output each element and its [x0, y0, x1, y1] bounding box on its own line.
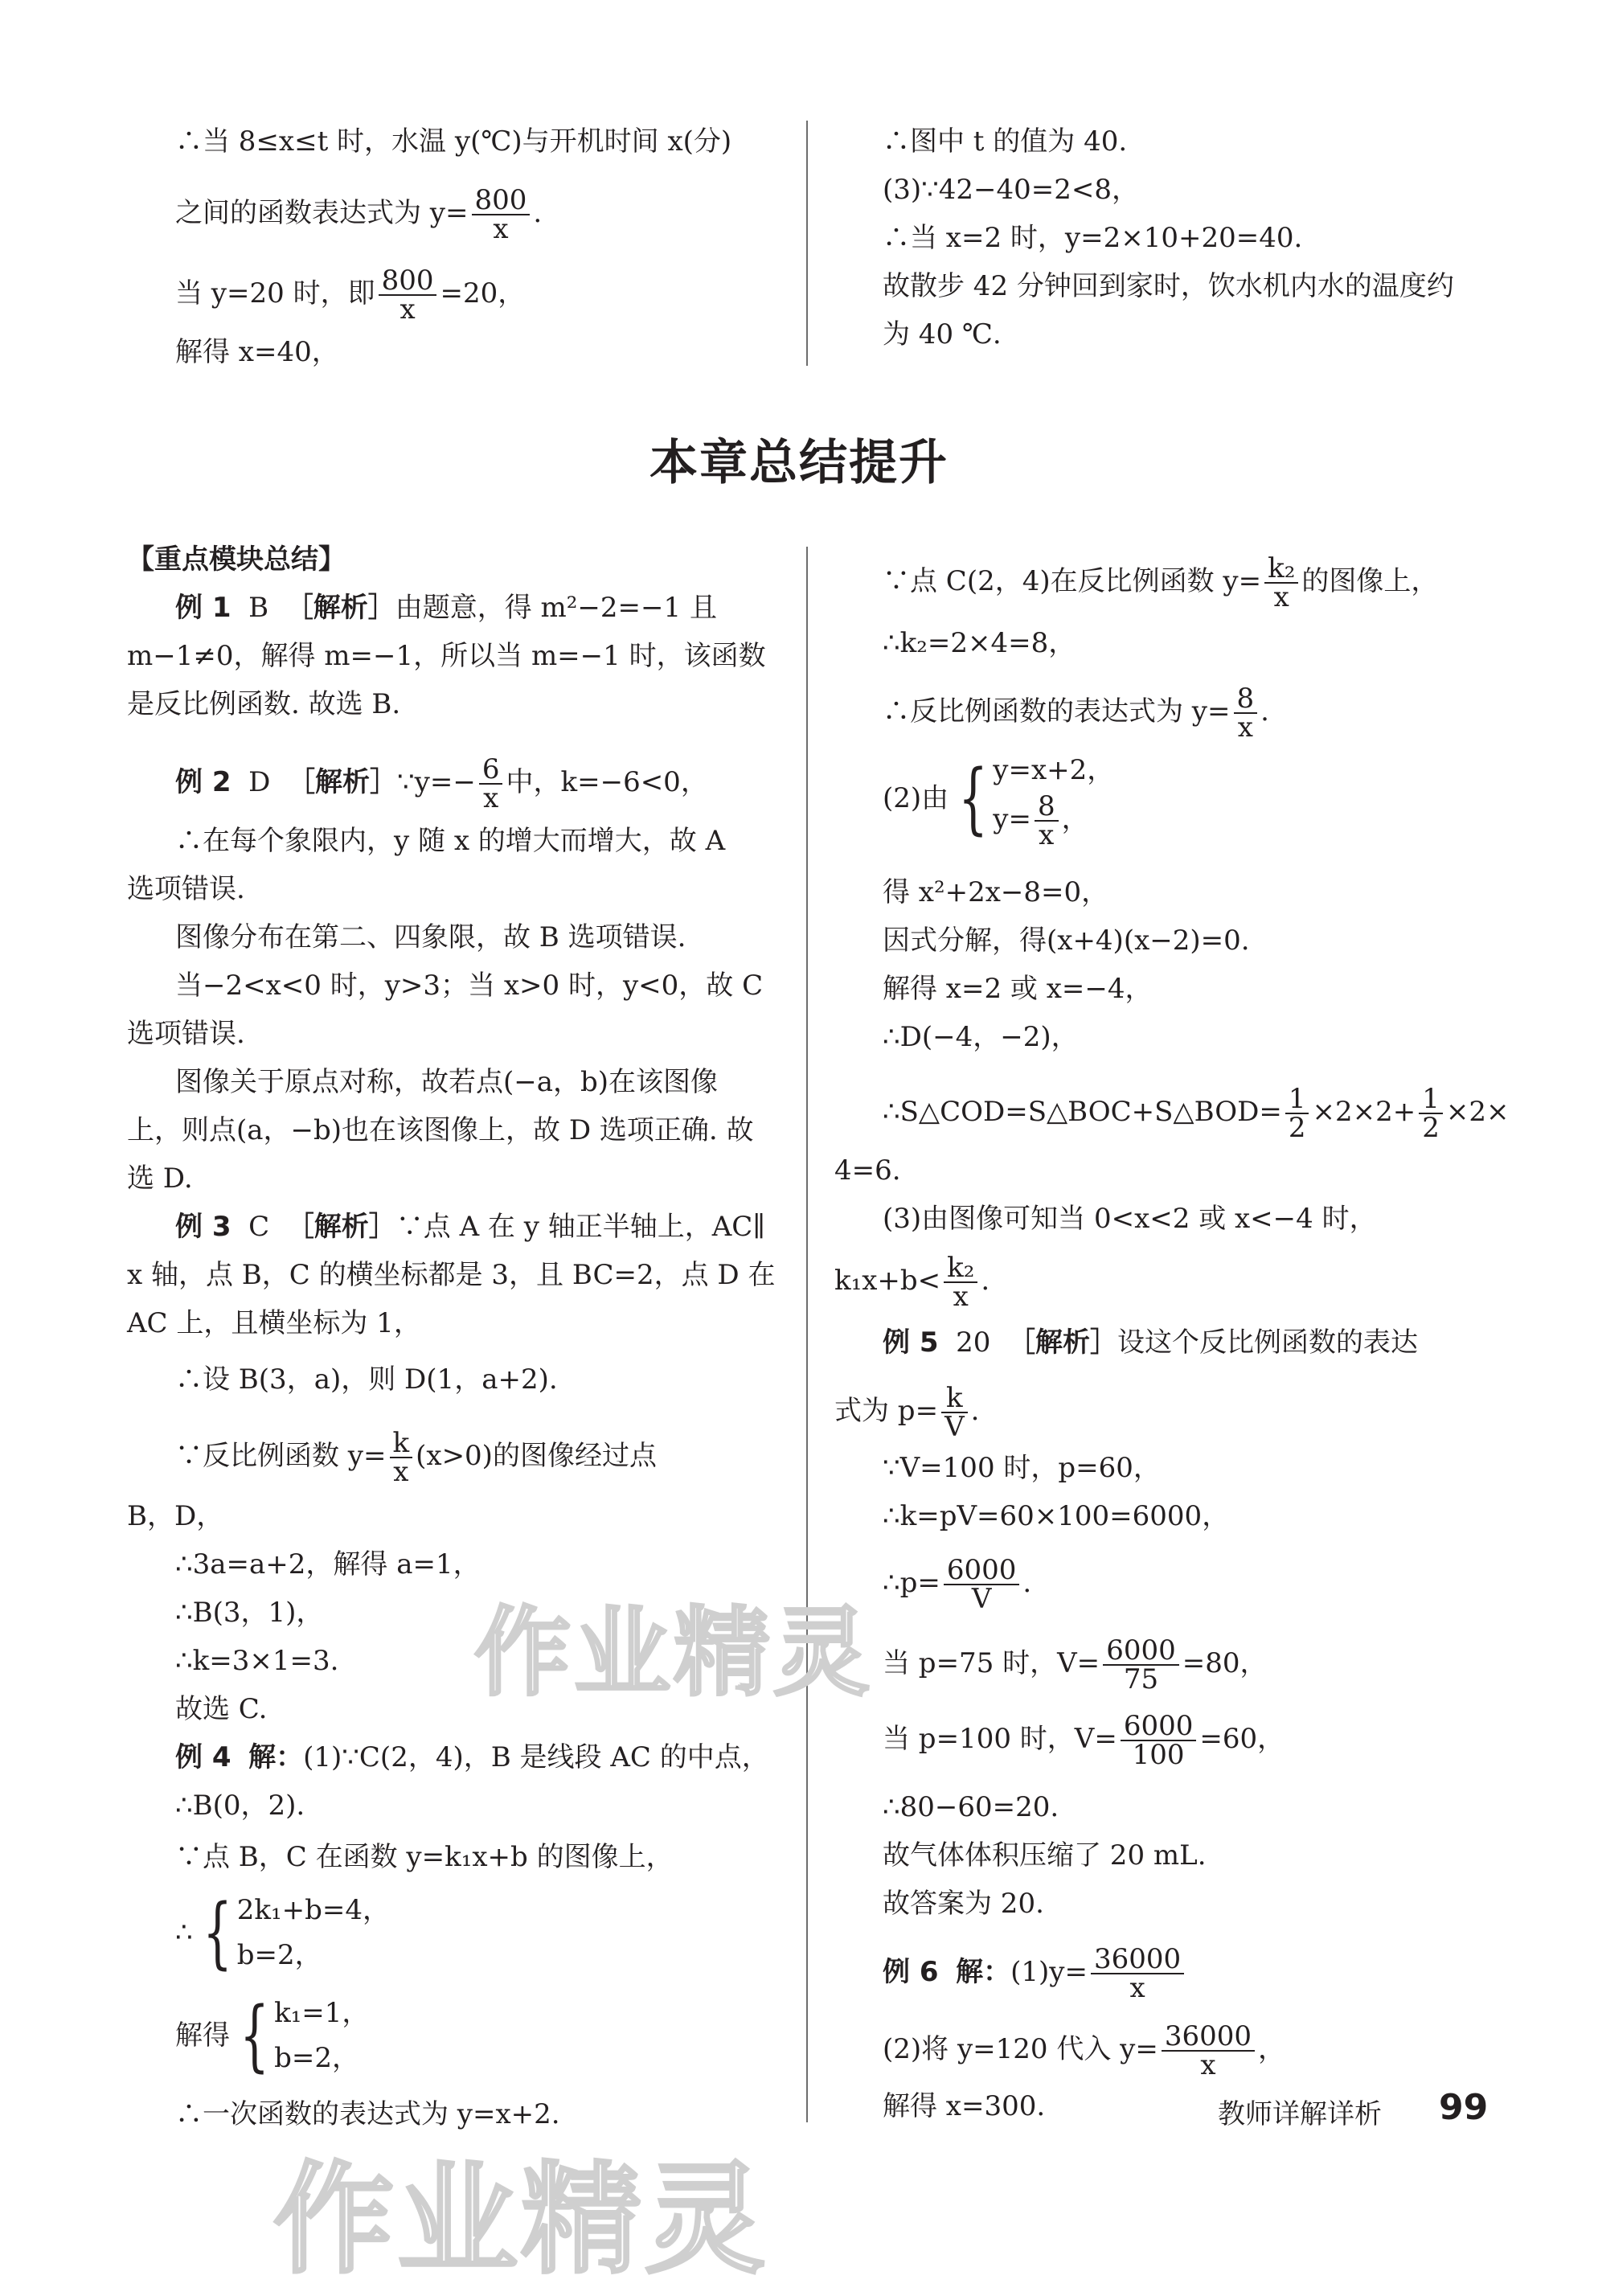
- right-line-1: ∵点 C(2，4)在反比例函数 y= $\frac{\text{k₂}}{x}$ 的图像上，: [883, 552, 1439, 613]
- top-left-line-1: ∴当 8≤x≤t 时，水温 y(℃)与开机时间 x(分): [175, 125, 732, 158]
- fraction: $\frac{k}{x}$: [390, 1429, 413, 1486]
- example-4-line-2: ∴B(0，2).: [175, 1790, 305, 1822]
- top-right-line-5: 为 40 ℃.: [883, 318, 1002, 351]
- fraction: $\frac{36000}{x}$: [1162, 2023, 1255, 2079]
- example-6-line-3: 解得 x=300.: [883, 2090, 1046, 2122]
- example-3-line-10: 故选 C.: [175, 1693, 268, 1725]
- fraction: $\frac{800}{x}$: [379, 267, 437, 323]
- example-3-line-8: ∴B(3，1)，: [175, 1597, 324, 1629]
- example-1-line-2: m−1≠0，解得 m=−1，所以当 m=−1 时，该函数: [127, 640, 766, 672]
- right-line-11: (3)由图像可知当 0<x<2 或 x<−4 时，: [883, 1203, 1377, 1235]
- example-2-line-6: 选项错误.: [127, 1018, 245, 1050]
- top-right-line-3: ∴当 x=2 时，y=2×10+20=40.: [883, 222, 1303, 254]
- right-line-9: ∴S△COD=S△BOC+S△BOD= $\frac{1}{2}$ ×2×2+ $\frac{1}{2}$ ×2×: [883, 1083, 1510, 1144]
- fraction: $\frac{6000}{75}$: [1103, 1637, 1179, 1693]
- right-line-7: 解得 x=2 或 x=−4，: [883, 973, 1153, 1005]
- right-system: (2)由 { y=x+2， y= $\frac{8}{x}$ ，: [883, 753, 1115, 851]
- example-4-line-3: ∵点 B，C 在函数 y=k₁x+b 的图像上，: [175, 1841, 674, 1873]
- section-label: 【重点模块总结】: [127, 543, 346, 576]
- example-3-line-4: ∴设 B(3，a)，则 D(1，a+2).: [175, 1363, 558, 1396]
- fraction: $\frac{6000}{V}$: [944, 1556, 1020, 1613]
- example-5-line-8: ∴80−60=20.: [883, 1791, 1059, 1823]
- fraction: $\frac{8}{x}$: [1234, 685, 1258, 741]
- fraction: $\frac{36000}{x}$: [1091, 1945, 1184, 2002]
- example-5-line-10: 故答案为 20.: [883, 1888, 1044, 1920]
- example-6-line-2: (2)将 y=120 代入 y= $\frac{36000}{x}$ ，: [883, 2020, 1286, 2081]
- example-1-line-1: 例 1 B ［解析］由题意，得 m²−2=−1 且: [175, 592, 717, 624]
- top-right-line-4: 故散步 42 分钟回到家时，饮水机内水的温度约: [883, 270, 1454, 302]
- top-left-line-2: 之间的函数表达式为 y= $\frac{800}{x}$ .: [175, 184, 543, 245]
- example-4-system-1: ∴ { 2k₁+b=4， b=2，: [175, 1888, 390, 1978]
- top-right-line-2: (3)∵42−40=2<8，: [883, 174, 1140, 206]
- example-5-line-3: ∵V=100 时，p=60，: [883, 1452, 1161, 1484]
- fraction: $\frac{\text{k₂}}{x}$: [944, 1254, 977, 1310]
- watermark: 作业精灵: [474, 1597, 873, 1709]
- top-left-line-3: 当 y=20 时，即 $\frac{800}{x}$ =20，: [175, 264, 526, 326]
- example-2-line-5: 当−2<x<0 时，y>3；当 x>0 时，y<0，故 C: [175, 970, 764, 1002]
- right-line-6: 因式分解，得(x+4)(x−2)=0.: [883, 925, 1250, 957]
- example-2-line-7: 图像关于原点对称，故若点(−a，b)在该图像: [175, 1066, 719, 1098]
- example-2-line-3: 选项错误.: [127, 873, 245, 905]
- example-3-line-2: x 轴，点 B，C 的横坐标都是 3，且 BC=2，点 D 在: [127, 1259, 776, 1291]
- fraction: $\frac{8}{x}$: [1035, 793, 1059, 849]
- example-3-line-5: ∵反比例函数 y= $\frac{k}{x}$ (x>0)的图像经过点: [175, 1427, 657, 1488]
- example-5-line-5: ∴p= $\frac{6000}{V}$ .: [883, 1554, 1032, 1615]
- example-5-line-6: 当 p=75 时，V= $\frac{6000}{75}$ =80，: [883, 1634, 1268, 1695]
- example-2-line-8: 上，则点(a，−b)也在该图像上，故 D 选项正确. 故: [127, 1114, 754, 1146]
- watermark: 作业精灵: [273, 2150, 769, 2290]
- fraction: $\frac{6000}{100}$: [1121, 1712, 1197, 1769]
- example-2-line-4: 图像分布在第二、四象限，故 B 选项错误.: [175, 921, 686, 953]
- example-5-line-9: 故气体体积压缩了 20 mL.: [883, 1839, 1207, 1872]
- right-line-5: 得 x²+2x−8=0，: [883, 876, 1109, 908]
- example-3-line-1: 例 3 C ［解析］∵点 A 在 y 轴正半轴上，AC∥: [175, 1211, 766, 1243]
- example-2-line-2: ∴在每个象限内，y 随 x 的增大而增大，故 A: [175, 825, 726, 857]
- top-right-line-1: ∴图中 t 的值为 40.: [883, 125, 1128, 158]
- fraction: $\frac{k}{V}$: [941, 1384, 968, 1441]
- top-left-line-3-text: 当 y=20 时，即: [175, 277, 375, 310]
- right-line-10: 4=6.: [834, 1154, 901, 1187]
- example-4-line-4: ∴一次函数的表达式为 y=x+2.: [175, 2098, 560, 2130]
- fraction: $\frac{6}{x}$: [479, 756, 503, 812]
- example-4-line-1: 例 4 解：(1)∵C(2，4)，B 是线段 AC 的中点，: [175, 1741, 769, 1773]
- example-1-line-3: 是反比例函数. 故选 B.: [127, 688, 401, 720]
- footer-label: 教师详解详析: [1218, 2098, 1382, 2130]
- column-divider-top: [806, 121, 808, 366]
- right-line-8: ∴D(−4，−2)，: [883, 1021, 1079, 1053]
- fraction: $\frac{\text{k₂}}{x}$: [1264, 555, 1298, 611]
- right-line-3: ∴反比例函数的表达式为 y= $\frac{8}{x}$ .: [883, 683, 1269, 744]
- example-4-system-2: 解得 { k₁=1， b=2，: [175, 1991, 370, 2081]
- chapter-title: 本章总结提升: [649, 435, 949, 491]
- example-3-line-9: ∴k=3×1=3.: [175, 1645, 339, 1677]
- page-number: 99: [1439, 2087, 1489, 2128]
- top-left-line-4: 解得 x=40，: [175, 336, 339, 368]
- example-3-line-6: B，D，: [127, 1500, 224, 1532]
- example-3-line-7: ∴3a=a+2，解得 a=1，: [175, 1548, 481, 1581]
- fraction: $\frac{1}{2}$: [1419, 1085, 1443, 1142]
- example-2-line-1: 例 2 D ［解析］∵y=− $\frac{6}{x}$ 中，k=−6<0，: [175, 753, 708, 814]
- example-5-line-4: ∴k=pV=60×100=6000，: [883, 1500, 1230, 1532]
- fraction: $\frac{1}{2}$: [1285, 1085, 1309, 1142]
- fraction: $\frac{800}{x}$: [472, 187, 531, 243]
- example-3-line-3: AC 上，且横坐标为 1，: [127, 1307, 421, 1339]
- example-5-line-2: 式为 p= $\frac{k}{V}$ .: [834, 1382, 980, 1443]
- top-left-line-2-text: 之间的函数表达式为 y=: [175, 197, 469, 229]
- example-5-line-7: 当 p=100 时，V= $\frac{6000}{100}$ =60，: [883, 1710, 1285, 1771]
- right-line-12: k₁x+b< $\frac{\text{k₂}}{x}$ .: [834, 1252, 990, 1313]
- example-5-line-1: 例 5 20 ［解析］设这个反比例函数的表达: [883, 1326, 1419, 1359]
- right-line-2: ∴k₂=2×4=8，: [883, 627, 1076, 659]
- example-2-line-9: 选 D.: [127, 1162, 193, 1195]
- example-6-line-1: 例 6 解：(1)y= $\frac{36000}{x}$: [883, 1945, 1187, 2002]
- column-divider-main: [806, 547, 808, 2122]
